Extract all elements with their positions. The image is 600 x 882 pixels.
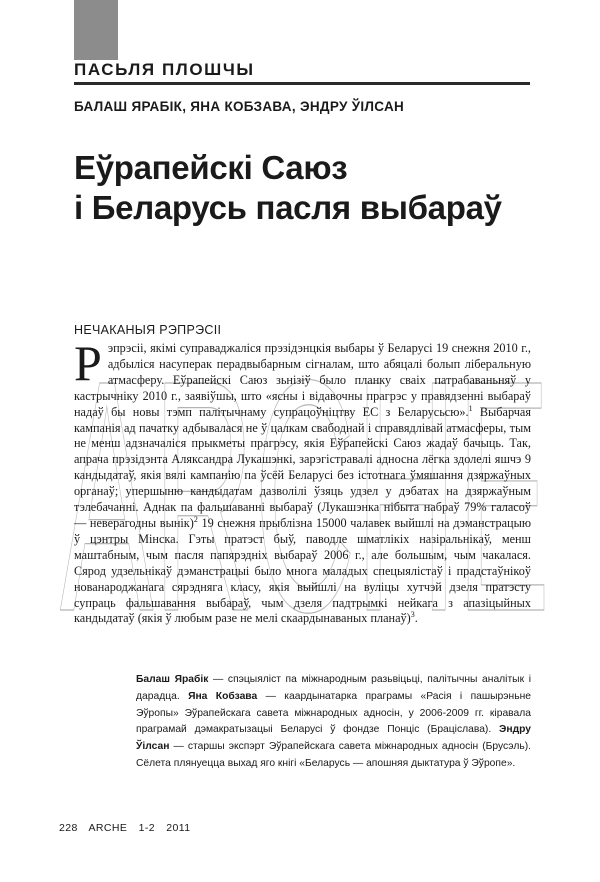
journal-year: 2011 [166, 822, 191, 834]
drop-cap: Р [74, 335, 102, 391]
article-body [74, 335, 531, 627]
gray-corner-block [74, 0, 118, 60]
footnote-ref-1[interactable]: 1 [468, 403, 473, 413]
section-subhead: НЕЧАКАНЫЯ РЭПРЭСІІ [74, 323, 222, 337]
page-footer [59, 822, 198, 834]
page-number: 228 [59, 822, 78, 834]
footnote-ref-3[interactable]: 3 [410, 610, 415, 620]
header-rule [74, 82, 530, 85]
bio-text-1: — спэцыяліст па міжнародным разьвіцьці, палітычны аналітык і дарадца. [136, 674, 531, 702]
journal-issue: 1-2 [138, 822, 155, 834]
body-part-3: 19 снежня прыблізна 15000 чалавек выйшлі на дэманстрацыю ў цэнтры Мінска. Гэты пратэст быў, паводле шматлікіх назіральнікаў, менш маштабным, чым пасля папярэдніх выбараў 2006 г., але большым, чым чакалася. Сярод удзельнікаў дэманстрацыі было многа маладых спецыялістаў і прадстаўнікоў нованароджанага сярэдняга класу, якія выйшлі на вуліцы хутчэй дзеля пратэсту супраць фальшавання выбараў, чым дзеля падтрымкі нейкага з апазіцыйных кандыдатаў (якія ў любым разе не мелі скаардынаваных планаў) [74, 515, 531, 626]
body-end: . [414, 611, 418, 626]
bio-name-2: Яна Кобзава [188, 690, 258, 702]
article-authors: БАЛАШ ЯРАБІК, ЯНА КОБЗАВА, ЭНДРУ ЎІЛСАН [74, 99, 405, 114]
title-line-2: і Беларусь пасля выбараў [74, 189, 502, 226]
bio-name-1: Балаш Ярабік [136, 674, 209, 685]
body-part-1: эпрэсіі, якімі суправаджаліся прэзідэнцкія выбары ў Беларусі 19 снежня 2010 г., адбыліся насуперак перадвыбарным сігналам, што абяцалі болып ліберальную атмасферу. Еўрапейскі Саюз зьнізіў было планку сваіх патрабаваньняў у кастрычніку 2010 г., заявіўшы, што «ясны і відавочны прагрэс у правядзенні выбараў надаў бы новы тэмп палітычнаму супрацоўніцтву ЕС з Беларусьсю». [74, 341, 531, 419]
body-part-2: Выбарчая кампанія ад пачатку адбывалася не ў цалкам свабоднай і справядлівай атмасферы, тым не менш адзначаліся прыкметы прагрэсу, якія Еўрапейскі Саюз жадаў бачыць. Так, апрача прэзідэнта Аляксандра Лукашэнкі, зарэгістравалі адносна лёгка здолелі яшчэ 9 кандыдатаў, якія вялі кампанію па ўсёй Беларусі без істотнага ўмяшання дзяржаўных органаў; упершыню кандыдатам дазволілі ўзяць удзел у дэбатах на дзяржаўным тэлебачанні. Аднак па фальшаванні выбараў (Лукашэнка нібыта набраў 79% галасоў — неверагодны вынік) [74, 404, 531, 530]
arche-watermark-text: ARCHE [60, 311, 550, 635]
journal-name: ARCHE [88, 822, 128, 834]
article-title [74, 148, 534, 228]
footnote-ref-2[interactable]: 2 [193, 514, 198, 524]
bio-name-3: Эндру Ўілсан [136, 724, 531, 753]
title-line-1: Еўрапейскі Саюз [74, 149, 348, 186]
section-label: ПАСЬЛЯ ПЛОШЧЫ [74, 60, 255, 79]
bio-text-2: — каардынатарка праграмы «Расія і пашырэньне Эўропы» Эўрапейскага савета міжнародных адносін, у 2006-2009 гг. кіравала праграмай дэмакратызацыі Беларусі ў фондзе Понціс (Браціслава). [136, 690, 531, 736]
author-bio [136, 672, 531, 773]
bio-text-3: — старшы экспэрт Эўрапейскага савета міжнародных адносін (Брусэль). Сёлета плянуецца выхад яго кнігі «Беларусь — апошняя дыктатура ў Эўропе». [136, 741, 531, 769]
